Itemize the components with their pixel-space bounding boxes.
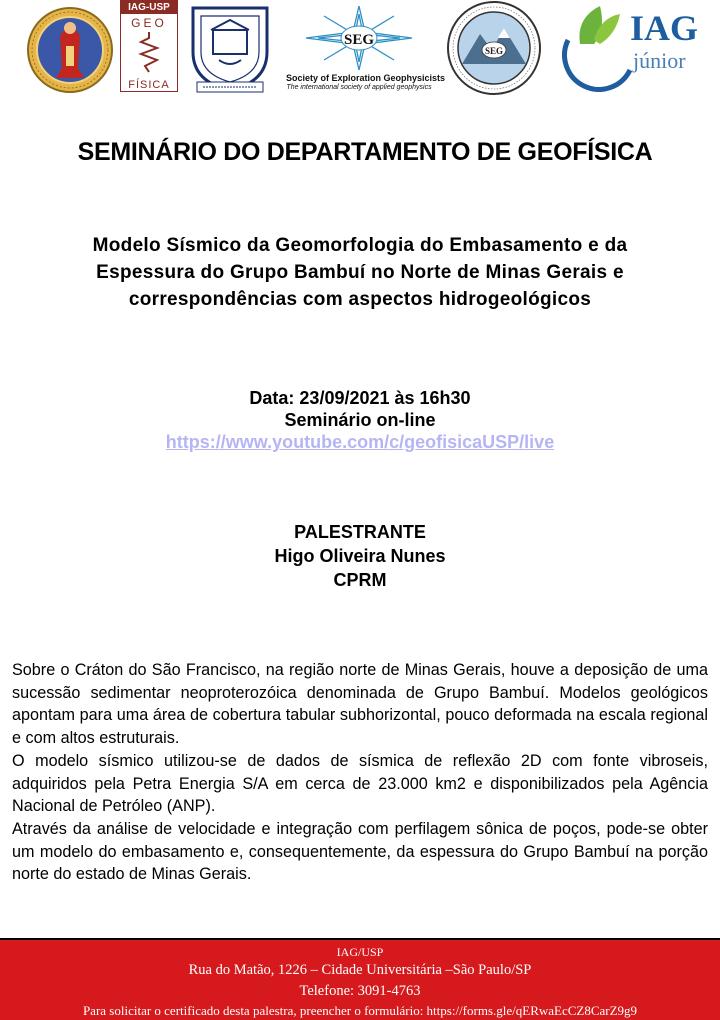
event-info (0, 387, 720, 453)
talk-title-line: Espessura do Grupo Bambuí no Norte de Minas Gerais e (96, 262, 624, 283)
seg-student-chapter-logo (446, 0, 542, 96)
abstract (12, 659, 708, 886)
abstract-paragraph: Através da análise de velocidade e integração com perfilagem sônica de poços, pode-se obter um modelo do embasamento e, consequentemente, da espessura do Grupo Bambuí na porção norte do estado de Minas Gerais. (12, 819, 708, 884)
speaker-block (0, 520, 720, 592)
talk-title (20, 232, 700, 313)
seg-name: Society of Exploration Geophysicists (286, 73, 446, 83)
talk-title-line: Modelo Sísmico da Geomorfologia do Embasamento e da (92, 235, 628, 256)
university-crest-logo (183, 2, 277, 94)
footer (0, 938, 720, 1020)
event-format: Seminário on-line (284, 410, 436, 430)
seismic-wave-icon (121, 30, 177, 74)
iag-usp-label: IAG-USP (121, 1, 177, 14)
iag-junior-big: IAG (630, 8, 699, 48)
talk-title-line: correspondências com aspectos hidrogeológicos (128, 289, 592, 310)
event-date: Data: 23/09/2021 às 16h30 (249, 388, 471, 408)
iag-usp-geofisica-logo (120, 0, 178, 92)
seg-tagline: The international society of applied geophysics (286, 84, 432, 91)
seg-star-logo (304, 4, 414, 72)
logo-strip (0, 0, 720, 100)
observatorio-seal-logo (26, 6, 114, 94)
footer-certificate-link[interactable]: Para solicitar o certificado desta palestra, preencher o formulário: https://forms.gle/qERwaEcCZ8CarZ9g9 (82, 1003, 638, 1018)
abstract-paragraph: O modelo sísmico utilizou-se de dados de sísmica de reflexão 2D com fonte vibroseis, adquiridos pela Petra Energia S/A em cerca de 23.000 km2 e disponibilizados pela Agência Nacional de Petróleo (ANP). (12, 751, 708, 816)
svg-text:SEG: SEG (484, 46, 504, 56)
footer-address: Rua do Matão, 1226 – Cidade Universitária –São Paulo/SP (188, 962, 532, 978)
fisica-label: FÍSICA (128, 79, 170, 91)
seg-abbr: SEG (343, 32, 375, 48)
livestream-link[interactable]: https://www.youtube.com/c/geofisicaUSP/live (165, 432, 555, 452)
speaker-name: Higo Oliveira Nunes (274, 546, 446, 566)
footer-phone: Telefone: 3091-4763 (299, 983, 421, 999)
speaker-label: PALESTRANTE (294, 522, 426, 542)
geo-label: GEO (131, 16, 167, 30)
iag-junior-small: júnior (633, 48, 686, 73)
abstract-paragraph: Sobre o Cráton do São Francisco, na região norte de Minas Gerais, houve a deposição de uma sucessão sedimentar neoproterozóica denominada de Grupo Bambuí. Modelos geológicos apontam para uma área de cobertura tabular subhorizontal, pouco deformada na escala regional e com altos estruturais. (12, 661, 708, 748)
speaker-affiliation: CPRM (333, 570, 387, 590)
footer-org: IAG/USP (336, 945, 384, 959)
page-title: SEMINÁRIO DO DEPARTAMENTO DE GEOFÍSICA (77, 138, 653, 166)
iag-junior-swoosh-icon (560, 0, 640, 92)
